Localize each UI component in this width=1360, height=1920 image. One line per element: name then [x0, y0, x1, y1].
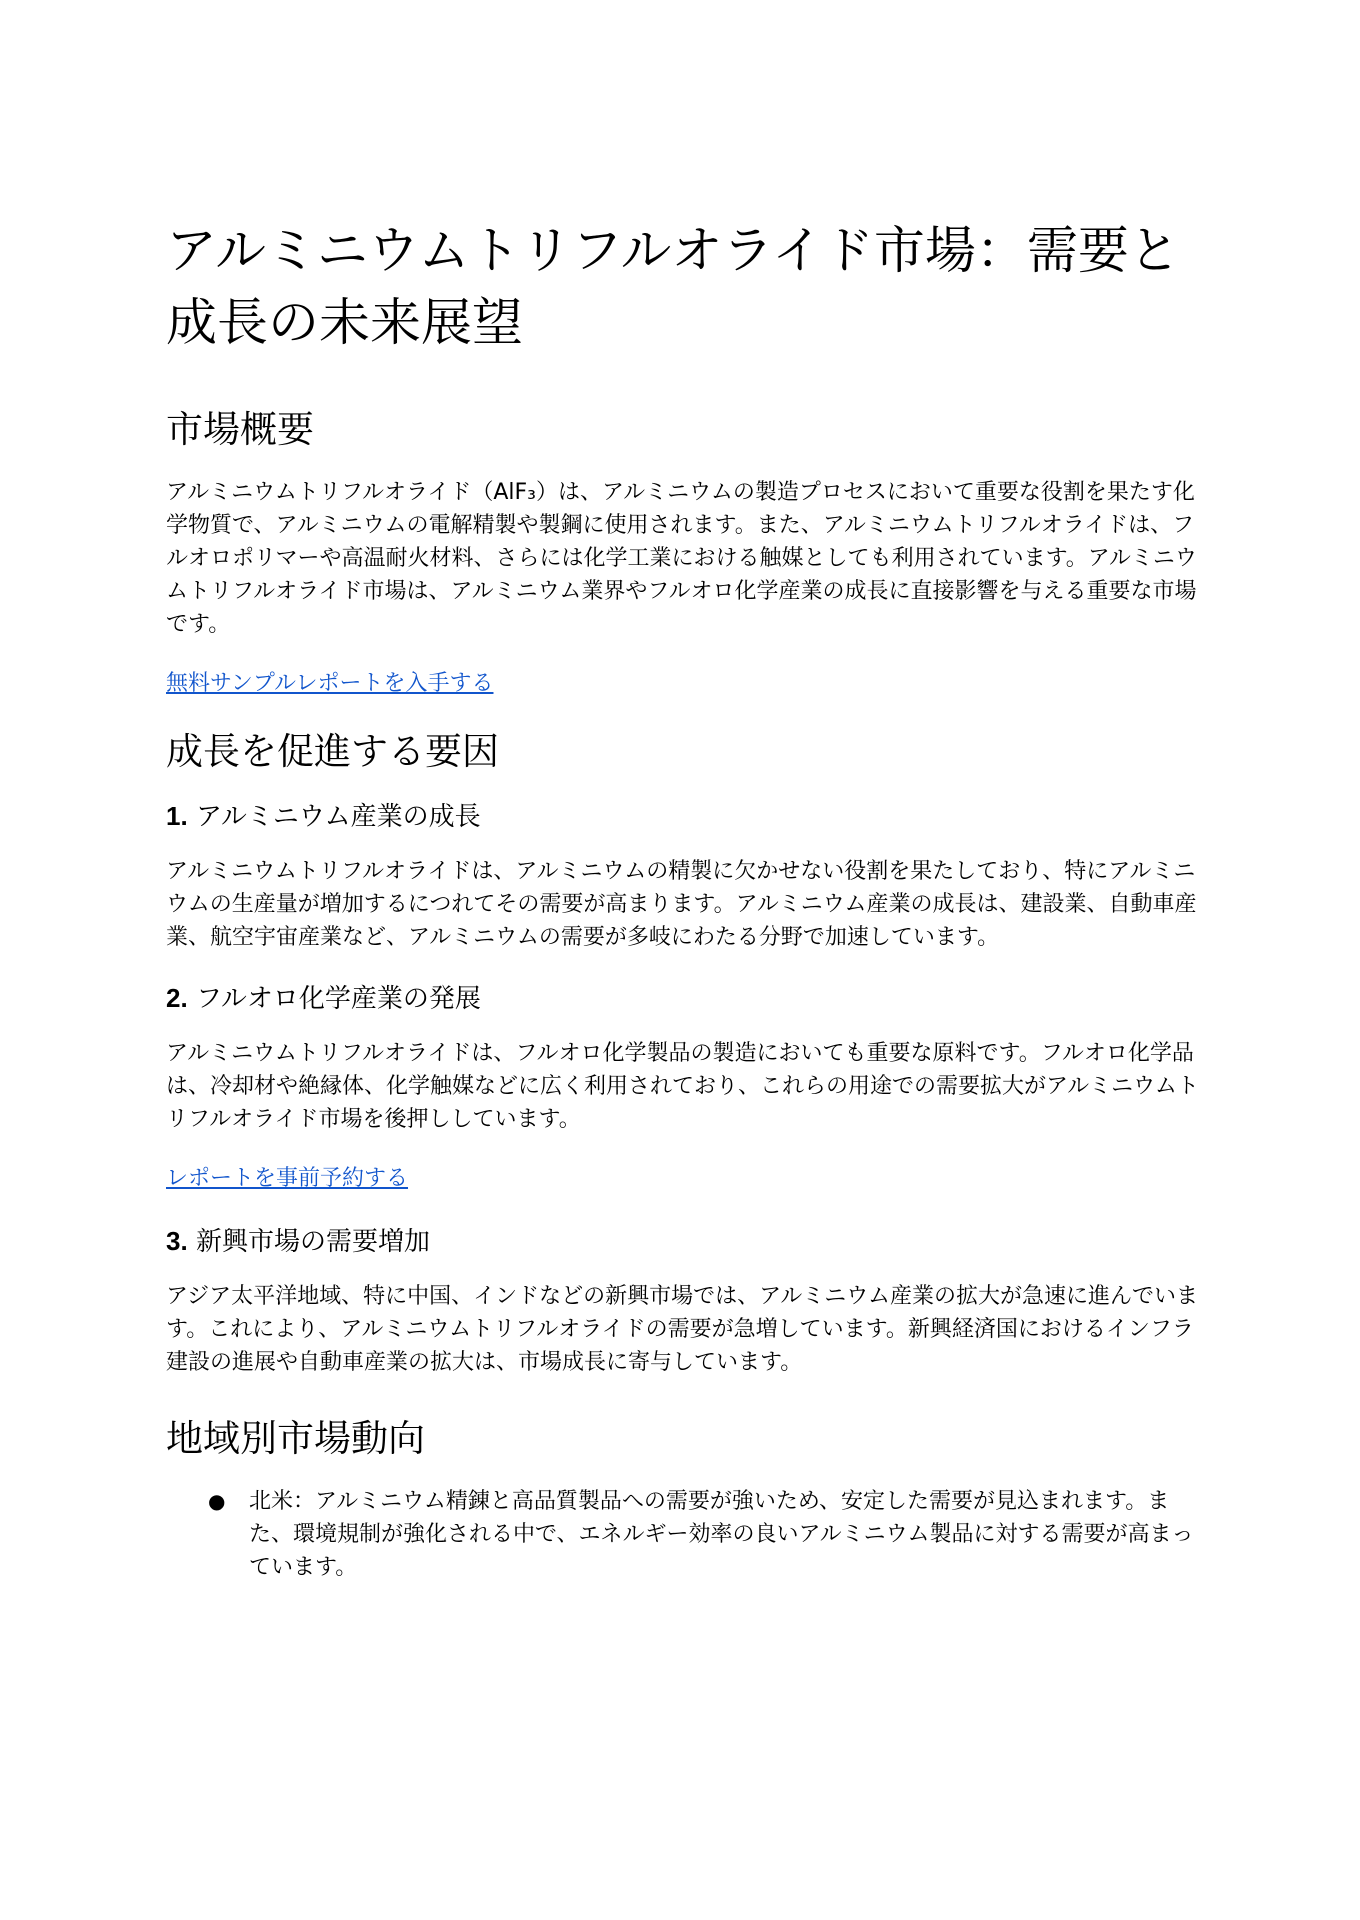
free-sample-report-link[interactable]: 無料サンプルレポートを入手する — [166, 671, 494, 696]
regional-bullet-list — [166, 1485, 1205, 1584]
driver-number: 3. — [166, 1226, 188, 1256]
driver-heading-2 — [166, 980, 1205, 1017]
driver-title: フルオロ化学産業の発展 — [195, 984, 481, 1014]
driver-number: 1. — [166, 801, 188, 831]
driver-paragraph-3: アジア太平洋地域、特に中国、インドなどの新興市場では、アルミニウム産業の拡大が急速に進んでいます。これにより、アルミニウムトリフルオライドの需要が急増しています。新興経済国におけるインフラ建設の進展や自動車産業の拡大は、市場成長に寄与しています。 — [166, 1284, 1199, 1375]
driver-title: 新興市場の需要増加 — [195, 1227, 430, 1257]
overview-paragraph: アルミニウムトリフルオライド（AlF₃）は、アルミニウムの製造プロセスにおいて重要な役割を果たす化学物質で、アルミニウムの電解精製や製鋼に使用されます。また、アルミニウムトリフルオライドは、フルオロポリマーや高温耐火材料、さらには化学工業における触媒としても利用されています。アルミニウムトリフルオライド市場は、アルミニウム業界やフルオロ化学産業の成長に直接影響を与える重要な市場です。 — [166, 480, 1197, 637]
list-item — [166, 1485, 1205, 1584]
driver-number: 2. — [166, 983, 188, 1013]
driver-paragraph-2: アルミニウムトリフルオライドは、フルオロ化学製品の製造においても重要な原料です。フルオロ化学品は、冷却材や絶縁体、化学触媒などに広く利用されており、これらの用途での需要拡大がアルミニウムトリフルオライド市場を後押ししています。 — [166, 1041, 1199, 1132]
driver-paragraph-1: アルミニウムトリフルオライドは、アルミニウムの精製に欠かせない役割を果たしており、特にアルミニウムの生産量が増加するにつれてその需要が高まります。アルミニウム産業の成長は、建設業、自動車産業、航空宇宙産業など、アルミニウムの需要が多岐にわたる分野で加速しています。 — [166, 859, 1197, 950]
section-heading-regional: 地域別市場動向 — [166, 1417, 425, 1460]
section-heading-drivers: 成長を促進する要因 — [166, 730, 499, 773]
document-title: アルミニウムトリフルオライド市場：需要と成長の未来展望 — [166, 222, 1180, 353]
driver-heading-3 — [166, 1223, 1205, 1260]
bullet-text: 北米：アルミニウム精錬と高品質製品への需要が強いため、安定した需要が見込まれます。また、環境規制が強化される中で、エネルギー効率の良いアルミニウム製品に対する需要が高まっています。 — [249, 1489, 1194, 1580]
driver-title: アルミニウム産業の成長 — [195, 802, 481, 832]
section-heading-overview: 市場概要 — [166, 408, 314, 451]
driver-heading-1 — [166, 798, 1205, 835]
bullet-icon: ● — [208, 1489, 226, 1513]
pre-order-report-link[interactable]: レポートを事前予約する — [166, 1166, 409, 1191]
